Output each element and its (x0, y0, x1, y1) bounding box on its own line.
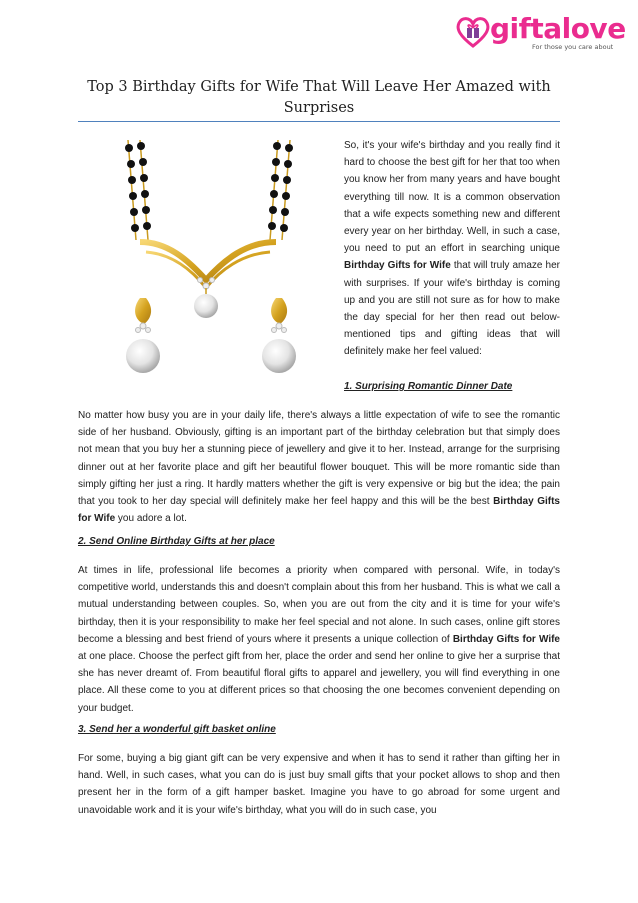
section-2-text: At times in life, professional life becomes a priority when compared with personal. Wife, in today's competitive world, understands this and doesn't complain about this from her husband. This is what we call a mutual understanding between couples. So, when you are out from the city and it is time for your wife's birthday, then it is your responsibility to make her feel special and not alone. In such cases, online gift stores become a blessing and best friend of yours where it presents a unique collection of (78, 565, 560, 645)
section-2-heading: 2. Send Online Birthday Gifts at her place (78, 536, 275, 547)
right-earring (262, 298, 296, 373)
section-2-paragraph (78, 562, 560, 717)
mangalsutra-jewellery-image (88, 130, 328, 390)
section-3-heading: 3. Send her a wonderful gift basket online (78, 724, 276, 735)
intro-text: So, it's your wife's birthday and you really find it hard to choose the best gift for her that too when you know her from many years and have bought everything till now. It is a common observation that a wife expects something new and different every year on her birthday. Well, in such a case, you need to put an effort in searching unique (344, 140, 560, 255)
giftalove-logo[interactable] (456, 12, 626, 54)
section-1-heading: 1. Surprising Romantic Dinner Date (344, 381, 513, 392)
heart-gift-icon (456, 16, 490, 48)
article-title: Top 3 Birthday Gifts for Wife That Will Leave Her Amazed with Surprises (87, 79, 551, 116)
section-1-keyword: Birthday Gifts for Wife (78, 496, 560, 525)
section-2-text-end: at one place. Choose the perfect gift from her, place the order and send her online to give her a surprise that she has never dreamt of. From beautiful floral gifts to apparel and jewellery, you will find everything in one place. All these come to you at different prices so that choosing the one becomes convenient depending on your budget. (78, 651, 560, 714)
brand-name: giftalove (490, 12, 626, 45)
section-1-text: No matter how busy you are in your daily life, there's always a little expectation of wife to see the romantic side of her husband. Obviously, gifting is an important part of the birthday celebration but that simply does not mean that you buy her a stunning piece of jewellery and give it to her. Instead, arrange for the surprising dinner out at her favorite place and gift her beautiful flower bouquet. This will be more romantic side than simply gifting her just a ring. It hardly matters whether the gift is very expensive or big but the idea; the pain that you took to her day special will definitely make her feel happy and this will be the best (78, 410, 560, 508)
left-earring (126, 298, 160, 373)
section-2-keyword: Birthday Gifts for Wife (452, 633, 560, 645)
right-bead-chain (268, 140, 293, 240)
intro-text-end: that will truly amaze her with surprises. If your wife's birthday is coming up and you are still not sure as for how to make the day special for her then read out below-mentioned tips and gifting ideas that will definitely make her feel valued: (344, 260, 560, 358)
title-divider (78, 121, 560, 122)
gold-pendant (140, 242, 276, 318)
brand-tagline: For those you care about (532, 43, 614, 51)
section-3-text: For some, buying a big giant gift can be very expensive and when it has to send it rather than gifting her in hand. Well, in such cases, what you can do is just buy small gifts that your pocket allows to shop and then present her in the form of a gift hamper basket. Imagine you have to go abroad for some urgent and unavoidable work and it is your wife's birthday, what you will do in such case, you (78, 753, 560, 816)
section-1-text-end: you adore a lot. (115, 513, 187, 525)
left-bead-chain (125, 140, 151, 240)
section-1-paragraph (78, 407, 560, 527)
section-3-paragraph (78, 750, 560, 819)
intro-paragraph (344, 137, 560, 361)
intro-keyword: Birthday Gifts for Wife (344, 260, 451, 272)
